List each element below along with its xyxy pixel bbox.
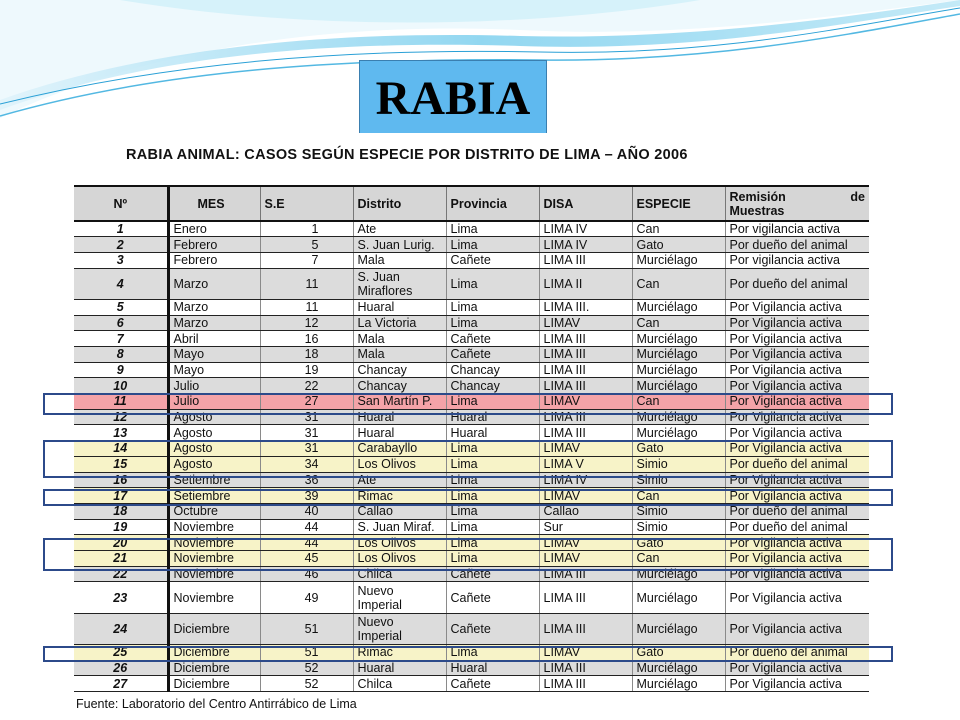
cell-mes: Enero bbox=[168, 221, 260, 237]
cell-se: 7 bbox=[260, 252, 353, 268]
cell-especie: Murciélago bbox=[632, 331, 725, 347]
cell-disa: LIMAV bbox=[539, 550, 632, 566]
cell-disa: LIMA II bbox=[539, 268, 632, 299]
cell-distrito: Ate bbox=[353, 472, 446, 488]
cell-provincia: Chancay bbox=[446, 378, 539, 394]
cell-disa: LIMAV bbox=[539, 535, 632, 551]
cell-disa: LIMA III bbox=[539, 362, 632, 378]
header-disa: DISA bbox=[539, 186, 632, 221]
slide-title: RABIA bbox=[359, 60, 547, 136]
header-especie: ESPECIE bbox=[632, 186, 725, 221]
cell-se: 49 bbox=[260, 582, 353, 613]
cell-distrito: Rimac bbox=[353, 488, 446, 504]
cell-remision: Por Vigilancia activa bbox=[725, 488, 869, 504]
cell-mes: Diciembre bbox=[168, 645, 260, 661]
cell-se: 39 bbox=[260, 488, 353, 504]
cell-distrito: Mala bbox=[353, 331, 446, 347]
cell-distrito: Chilca bbox=[353, 676, 446, 692]
cell-remision: Por Vigilancia activa bbox=[725, 362, 869, 378]
cell-distrito: San Martín P. bbox=[353, 394, 446, 410]
cell-distrito: Carabayllo bbox=[353, 441, 446, 457]
cell-especie: Can bbox=[632, 394, 725, 410]
cell-distrito: S. Juan Miraflores bbox=[353, 268, 446, 299]
cell-num: 10 bbox=[74, 378, 168, 394]
cell-provincia: Lima bbox=[446, 472, 539, 488]
cell-remision: Por Vigilancia activa bbox=[725, 535, 869, 551]
cell-distrito: Chilca bbox=[353, 566, 446, 582]
cell-disa: LIMA IV bbox=[539, 472, 632, 488]
cell-remision: Por vigilancia activa bbox=[725, 221, 869, 237]
cell-remision: Por Vigilancia activa bbox=[725, 409, 869, 425]
table-row bbox=[74, 315, 869, 331]
cell-remision: Por Vigilancia activa bbox=[725, 550, 869, 566]
cell-se: 31 bbox=[260, 409, 353, 425]
table-row bbox=[74, 299, 869, 315]
cell-se: 1 bbox=[260, 221, 353, 237]
cell-distrito: Ate bbox=[353, 221, 446, 237]
cell-num: 1 bbox=[74, 221, 168, 237]
cell-se: 19 bbox=[260, 362, 353, 378]
cell-remision: Por Vigilancia activa bbox=[725, 472, 869, 488]
cell-se: 5 bbox=[260, 237, 353, 253]
cell-distrito: Nuevo Imperial bbox=[353, 613, 446, 644]
cell-provincia: Lima bbox=[446, 268, 539, 299]
cell-disa: Callao bbox=[539, 503, 632, 519]
cell-remision: Por dueño del animal bbox=[725, 645, 869, 661]
cell-distrito: La Victoria bbox=[353, 315, 446, 331]
cell-mes: Noviembre bbox=[168, 550, 260, 566]
cell-especie: Murciélago bbox=[632, 676, 725, 692]
cell-num: 19 bbox=[74, 519, 168, 535]
cell-remision: Por Vigilancia activa bbox=[725, 676, 869, 692]
cell-mes: Noviembre bbox=[168, 566, 260, 582]
cell-se: 40 bbox=[260, 503, 353, 519]
cell-disa: LIMAV bbox=[539, 488, 632, 504]
cell-se: 11 bbox=[260, 299, 353, 315]
cell-disa: LIMA III bbox=[539, 566, 632, 582]
cell-num: 9 bbox=[74, 362, 168, 378]
cell-mes: Octubre bbox=[168, 503, 260, 519]
cell-disa: LIMA IV bbox=[539, 221, 632, 237]
highlight-frame-row-17 bbox=[43, 489, 893, 506]
cell-mes: Abril bbox=[168, 331, 260, 347]
cell-remision: Por Vigilancia activa bbox=[725, 394, 869, 410]
cell-provincia: Lima bbox=[446, 299, 539, 315]
cell-remision: Por dueño del animal bbox=[725, 237, 869, 253]
cell-provincia: Lima bbox=[446, 237, 539, 253]
cell-disa: LIMA III bbox=[539, 613, 632, 644]
cell-disa: LIMA III bbox=[539, 347, 632, 363]
cell-remision: Por vigilancia activa bbox=[725, 252, 869, 268]
cell-mes: Diciembre bbox=[168, 676, 260, 692]
cell-num: 22 bbox=[74, 566, 168, 582]
cell-disa: LIMA III bbox=[539, 252, 632, 268]
cell-especie: Murciélago bbox=[632, 252, 725, 268]
cell-especie: Murciélago bbox=[632, 566, 725, 582]
table-row bbox=[74, 347, 869, 363]
cell-especie: Murciélago bbox=[632, 362, 725, 378]
cell-se: 31 bbox=[260, 425, 353, 441]
cell-remision: Por Vigilancia activa bbox=[725, 299, 869, 315]
cell-remision: Por Vigilancia activa bbox=[725, 660, 869, 676]
header-provincia: Provincia bbox=[446, 186, 539, 221]
cell-provincia: Cañete bbox=[446, 613, 539, 644]
cell-mes: Marzo bbox=[168, 299, 260, 315]
cell-num: 25 bbox=[74, 645, 168, 661]
cell-disa: LIMA III bbox=[539, 331, 632, 347]
header-se: S.E bbox=[260, 186, 353, 221]
cell-provincia: Lima bbox=[446, 221, 539, 237]
cell-mes: Marzo bbox=[168, 268, 260, 299]
cell-se: 34 bbox=[260, 456, 353, 472]
cell-especie: Simio bbox=[632, 472, 725, 488]
header-num: Nº bbox=[74, 186, 168, 221]
cell-especie: Murciélago bbox=[632, 425, 725, 441]
cell-distrito: Huaral bbox=[353, 299, 446, 315]
cell-se: 18 bbox=[260, 347, 353, 363]
cell-remision: Por dueño del animal bbox=[725, 456, 869, 472]
cell-mes: Noviembre bbox=[168, 582, 260, 613]
cell-distrito: Mala bbox=[353, 347, 446, 363]
cell-provincia: Lima bbox=[446, 503, 539, 519]
cell-distrito: Chancay bbox=[353, 362, 446, 378]
cell-provincia: Huaral bbox=[446, 409, 539, 425]
cell-especie: Can bbox=[632, 550, 725, 566]
cell-especie: Can bbox=[632, 268, 725, 299]
highlight-frame-row-11 bbox=[43, 393, 893, 415]
cell-num: 18 bbox=[74, 503, 168, 519]
cell-provincia: Lima bbox=[446, 441, 539, 457]
cell-mes: Agosto bbox=[168, 441, 260, 457]
cell-provincia: Lima bbox=[446, 456, 539, 472]
cell-remision: Por Vigilancia activa bbox=[725, 441, 869, 457]
cell-mes: Agosto bbox=[168, 425, 260, 441]
table-row bbox=[74, 613, 869, 644]
table-row bbox=[74, 378, 869, 394]
table-row bbox=[74, 221, 869, 237]
cell-num: 23 bbox=[74, 582, 168, 613]
cell-disa: LIMA III bbox=[539, 425, 632, 441]
table-row bbox=[74, 268, 869, 299]
cell-disa: LIMAV bbox=[539, 315, 632, 331]
cell-distrito: Huaral bbox=[353, 425, 446, 441]
cell-distrito: Huaral bbox=[353, 660, 446, 676]
cell-num: 4 bbox=[74, 268, 168, 299]
cell-especie: Gato bbox=[632, 441, 725, 457]
cell-distrito: S. Juan Miraf. bbox=[353, 519, 446, 535]
cell-se: 44 bbox=[260, 519, 353, 535]
cell-especie: Gato bbox=[632, 535, 725, 551]
cell-remision: Por Vigilancia activa bbox=[725, 425, 869, 441]
cell-se: 16 bbox=[260, 331, 353, 347]
cell-especie: Murciélago bbox=[632, 582, 725, 613]
cell-mes: Diciembre bbox=[168, 613, 260, 644]
cell-disa: LIMA III bbox=[539, 660, 632, 676]
cell-disa: LIMA III bbox=[539, 676, 632, 692]
cell-provincia: Lima bbox=[446, 315, 539, 331]
header-remision bbox=[725, 186, 869, 221]
cell-provincia: Chancay bbox=[446, 362, 539, 378]
cell-disa: LIMA III. bbox=[539, 299, 632, 315]
cell-distrito: Huaral bbox=[353, 409, 446, 425]
cell-num: 16 bbox=[74, 472, 168, 488]
cell-se: 51 bbox=[260, 645, 353, 661]
cell-se: 45 bbox=[260, 550, 353, 566]
cell-disa: LIMAV bbox=[539, 441, 632, 457]
cell-especie: Murciélago bbox=[632, 613, 725, 644]
cell-provincia: Cañete bbox=[446, 331, 539, 347]
cell-num: 2 bbox=[74, 237, 168, 253]
cell-num: 8 bbox=[74, 347, 168, 363]
cell-especie: Murciélago bbox=[632, 299, 725, 315]
highlight-frame-rows-14-15 bbox=[43, 440, 893, 478]
cell-mes: Agosto bbox=[168, 409, 260, 425]
cell-especie: Murciélago bbox=[632, 660, 725, 676]
cell-remision: Por Vigilancia activa bbox=[725, 315, 869, 331]
cell-mes: Diciembre bbox=[168, 660, 260, 676]
cell-remision: Por Vigilancia activa bbox=[725, 331, 869, 347]
cell-remision: Por Vigilancia activa bbox=[725, 613, 869, 644]
cell-especie: Can bbox=[632, 315, 725, 331]
cell-se: 31 bbox=[260, 441, 353, 457]
header-distrito: Distrito bbox=[353, 186, 446, 221]
cell-se: 52 bbox=[260, 660, 353, 676]
cell-mes: Noviembre bbox=[168, 519, 260, 535]
cell-especie: Simio bbox=[632, 519, 725, 535]
cell-num: 24 bbox=[74, 613, 168, 644]
cell-disa: LIMAV bbox=[539, 645, 632, 661]
cell-provincia: Lima bbox=[446, 550, 539, 566]
cell-mes: Julio bbox=[168, 394, 260, 410]
cell-se: 46 bbox=[260, 566, 353, 582]
cell-disa: Sur bbox=[539, 519, 632, 535]
table-row bbox=[74, 660, 869, 676]
table-row bbox=[74, 331, 869, 347]
cell-distrito: Los Olivos bbox=[353, 535, 446, 551]
cell-remision: Por dueño del animal bbox=[725, 519, 869, 535]
cell-distrito: S. Juan Lurig. bbox=[353, 237, 446, 253]
cell-especie: Murciélago bbox=[632, 409, 725, 425]
highlight-frame-rows-20-21 bbox=[43, 538, 893, 571]
cell-distrito: Rimac bbox=[353, 645, 446, 661]
cell-num: 14 bbox=[74, 441, 168, 457]
cell-provincia: Huaral bbox=[446, 660, 539, 676]
cell-provincia: Cañete bbox=[446, 566, 539, 582]
highlight-frame-row-25 bbox=[43, 646, 893, 662]
cell-disa: LIMA III bbox=[539, 409, 632, 425]
cell-num: 3 bbox=[74, 252, 168, 268]
cell-especie: Simio bbox=[632, 503, 725, 519]
cell-provincia: Huaral bbox=[446, 425, 539, 441]
cell-provincia: Lima bbox=[446, 535, 539, 551]
cell-se: 36 bbox=[260, 472, 353, 488]
cell-mes: Febrero bbox=[168, 237, 260, 253]
cell-se: 51 bbox=[260, 613, 353, 644]
header-remision-c: Muestras bbox=[729, 203, 785, 218]
cell-distrito: Callao bbox=[353, 503, 446, 519]
source-note: Fuente: Laboratorio del Centro Antirrábico de Lima bbox=[76, 697, 357, 711]
cell-provincia: Cañete bbox=[446, 347, 539, 363]
cell-disa: LIMA IV bbox=[539, 237, 632, 253]
header-mes: MES bbox=[168, 186, 260, 221]
cell-especie: Can bbox=[632, 221, 725, 237]
cell-provincia: Lima bbox=[446, 519, 539, 535]
cell-especie: Can bbox=[632, 488, 725, 504]
cell-se: 22 bbox=[260, 378, 353, 394]
cell-mes: Marzo bbox=[168, 315, 260, 331]
cell-remision: Por Vigilancia activa bbox=[725, 347, 869, 363]
cell-disa: LIMA V bbox=[539, 456, 632, 472]
cell-disa: LIMAV bbox=[539, 394, 632, 410]
table-row bbox=[74, 519, 869, 535]
table-row bbox=[74, 582, 869, 613]
cell-num: 5 bbox=[74, 299, 168, 315]
cell-remision: Por Vigilancia activa bbox=[725, 566, 869, 582]
cell-especie: Gato bbox=[632, 645, 725, 661]
cell-num: 15 bbox=[74, 456, 168, 472]
cell-num: 26 bbox=[74, 660, 168, 676]
cell-num: 7 bbox=[74, 331, 168, 347]
cell-especie: Murciélago bbox=[632, 347, 725, 363]
cell-mes: Febrero bbox=[168, 252, 260, 268]
cell-mes: Mayo bbox=[168, 347, 260, 363]
document-heading: RABIA ANIMAL: CASOS SEGÚN ESPECIE POR DISTRITO DE LIMA – AÑO 2006 bbox=[126, 147, 688, 163]
cell-remision: Por Vigilancia activa bbox=[725, 378, 869, 394]
header-remision-b: de bbox=[850, 189, 865, 204]
cell-especie: Gato bbox=[632, 237, 725, 253]
cell-remision: Por dueño del animal bbox=[725, 503, 869, 519]
cell-remision: Por Vigilancia activa bbox=[725, 582, 869, 613]
rabies-cases-table bbox=[74, 185, 869, 692]
cell-num: 12 bbox=[74, 409, 168, 425]
cell-provincia: Cañete bbox=[446, 676, 539, 692]
cell-mes: Setiembre bbox=[168, 488, 260, 504]
table-row bbox=[74, 252, 869, 268]
cell-provincia: Cañete bbox=[446, 252, 539, 268]
cell-se: 11 bbox=[260, 268, 353, 299]
cell-se: 12 bbox=[260, 315, 353, 331]
cell-se: 44 bbox=[260, 535, 353, 551]
cell-mes: Mayo bbox=[168, 362, 260, 378]
cell-distrito: Nuevo Imperial bbox=[353, 582, 446, 613]
table-row bbox=[74, 237, 869, 253]
table-header-row bbox=[74, 186, 869, 221]
cell-num: 6 bbox=[74, 315, 168, 331]
cell-num: 20 bbox=[74, 535, 168, 551]
cell-provincia: Lima bbox=[446, 488, 539, 504]
table-row bbox=[74, 676, 869, 692]
cell-especie: Murciélago bbox=[632, 378, 725, 394]
cell-distrito: Chancay bbox=[353, 378, 446, 394]
cell-provincia: Lima bbox=[446, 645, 539, 661]
document-page bbox=[60, 133, 885, 720]
cell-num: 11 bbox=[74, 394, 168, 410]
cell-mes: Julio bbox=[168, 378, 260, 394]
cell-num: 21 bbox=[74, 550, 168, 566]
cell-disa: LIMA III bbox=[539, 582, 632, 613]
cell-distrito: Los Olivos bbox=[353, 456, 446, 472]
cell-distrito: Mala bbox=[353, 252, 446, 268]
cell-mes: Setiembre bbox=[168, 472, 260, 488]
cell-especie: Simio bbox=[632, 456, 725, 472]
header-remision-a: Remisión bbox=[729, 189, 786, 204]
cell-provincia: Cañete bbox=[446, 582, 539, 613]
cell-se: 52 bbox=[260, 676, 353, 692]
cell-distrito: Los Olivos bbox=[353, 550, 446, 566]
cell-provincia: Lima bbox=[446, 394, 539, 410]
cell-mes: Noviembre bbox=[168, 535, 260, 551]
cell-num: 13 bbox=[74, 425, 168, 441]
cell-se: 27 bbox=[260, 394, 353, 410]
table-row bbox=[74, 362, 869, 378]
cell-disa: LIMA III bbox=[539, 378, 632, 394]
cell-mes: Agosto bbox=[168, 456, 260, 472]
table-row bbox=[74, 425, 869, 441]
cell-num: 17 bbox=[74, 488, 168, 504]
cell-remision: Por dueño del animal bbox=[725, 268, 869, 299]
cell-num: 27 bbox=[74, 676, 168, 692]
